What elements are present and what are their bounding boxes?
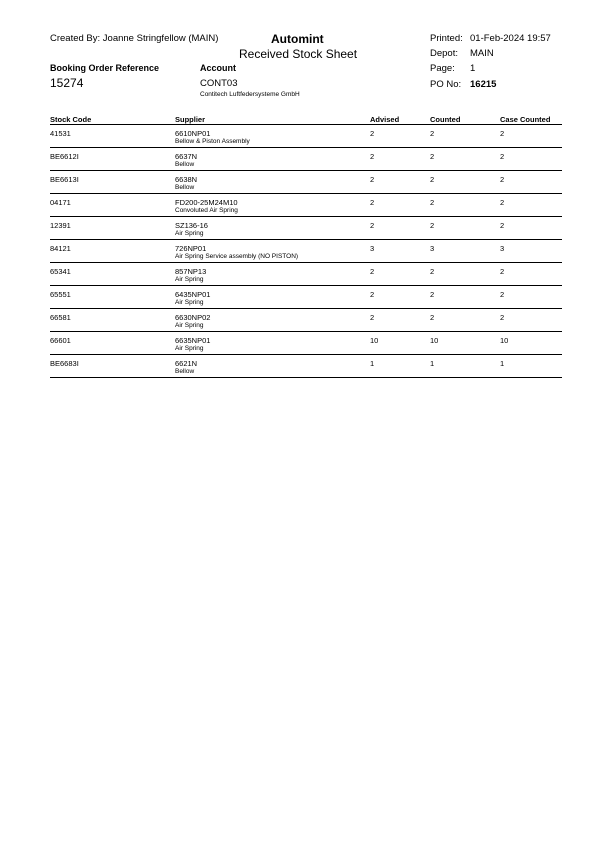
- supplier-code-cell: FD200-25M24M10: [175, 198, 238, 207]
- case-counted-cell: 2: [500, 221, 505, 230]
- advised-cell: 2: [370, 175, 375, 184]
- supplier-code-cell: 6638N: [175, 175, 198, 184]
- created-by: Created By: Joanne Stringfellow (MAIN): [50, 33, 219, 44]
- col-case-counted: Case Counted: [500, 115, 551, 124]
- depot-label: Depot:: [430, 48, 458, 59]
- counted-cell: 3: [430, 244, 435, 253]
- sheet-title: Received Stock Sheet: [239, 47, 358, 61]
- table-row: [50, 263, 562, 286]
- supplier-code-cell: 726NP01: [175, 244, 207, 253]
- company-name: Automint: [271, 32, 324, 46]
- booking-ref-label: Booking Order Reference: [50, 63, 160, 73]
- table-row: [50, 332, 562, 355]
- case-counted-cell: 3: [500, 244, 505, 253]
- description-cell: Air Spring: [175, 230, 204, 237]
- stock-code-cell: 12391: [50, 221, 71, 230]
- col-counted: Counted: [430, 115, 461, 124]
- table-row: [50, 240, 562, 263]
- col-supplier: Supplier: [175, 115, 206, 124]
- printed-value: 01-Feb-2024 19:57: [470, 33, 551, 44]
- col-advised: Advised: [370, 115, 400, 124]
- description-cell: Air Spring: [175, 322, 204, 329]
- advised-cell: 2: [370, 267, 375, 276]
- case-counted-cell: 2: [500, 152, 505, 161]
- case-counted-cell: 2: [500, 198, 505, 207]
- case-counted-cell: 2: [500, 290, 505, 299]
- supplier-code-cell: SZ136-16: [175, 221, 208, 230]
- case-counted-cell: 1: [500, 359, 505, 368]
- description-cell: Bellow: [175, 368, 195, 375]
- description-cell: Air Spring: [175, 276, 204, 283]
- supplier-code-cell: 6630NP02: [175, 313, 211, 322]
- description-cell: Bellow & Piston Assembly: [175, 138, 250, 145]
- table-row: [50, 355, 562, 378]
- stock-code-cell: 66601: [50, 336, 71, 345]
- counted-cell: 10: [430, 336, 439, 345]
- stock-code-cell: 04171: [50, 198, 71, 207]
- advised-cell: 2: [370, 313, 375, 322]
- description-cell: Air Spring: [175, 345, 204, 352]
- advised-cell: 3: [370, 244, 375, 253]
- counted-cell: 2: [430, 313, 435, 322]
- counted-cell: 2: [430, 267, 435, 276]
- supplier-code-cell: 6635NP01: [175, 336, 211, 345]
- stock-code-cell: 41531: [50, 129, 71, 138]
- description-cell: Bellow: [175, 184, 195, 191]
- supplier-code-cell: 857NP13: [175, 267, 207, 276]
- printed-label: Printed:: [430, 33, 463, 44]
- counted-cell: 2: [430, 175, 435, 184]
- booking-ref-value: 15274: [50, 76, 84, 90]
- description-cell: Air Spring: [175, 299, 204, 306]
- case-counted-cell: 2: [500, 267, 505, 276]
- counted-cell: 2: [430, 198, 435, 207]
- table-row: [50, 194, 562, 217]
- counted-cell: 2: [430, 221, 435, 230]
- case-counted-cell: 2: [500, 175, 505, 184]
- advised-cell: 2: [370, 152, 375, 161]
- advised-cell: 1: [370, 359, 375, 368]
- table-header: [50, 115, 562, 125]
- page-label: Page:: [430, 63, 455, 74]
- supplier-code-cell: 6621N: [175, 359, 198, 368]
- counted-cell: 2: [430, 290, 435, 299]
- advised-cell: 2: [370, 290, 375, 299]
- advised-cell: 2: [370, 129, 375, 138]
- supplier-code-cell: 6637N: [175, 152, 198, 161]
- description-cell: Bellow: [175, 161, 195, 168]
- col-stock-code: Stock Code: [50, 115, 92, 124]
- counted-cell: 2: [430, 129, 435, 138]
- supplier-code-cell: 6435NP01: [175, 290, 211, 299]
- table-row: [50, 148, 562, 171]
- stock-code-cell: 84121: [50, 244, 71, 253]
- po-value: 16215: [470, 79, 497, 90]
- stock-table-body: [50, 125, 562, 378]
- counted-cell: 2: [430, 152, 435, 161]
- depot-value: MAIN: [470, 48, 494, 59]
- counted-cell: 1: [430, 359, 435, 368]
- table-row: [50, 217, 562, 240]
- advised-cell: 2: [370, 198, 375, 207]
- table-row: [50, 125, 562, 148]
- po-label: PO No:: [430, 79, 462, 90]
- case-counted-cell: 10: [500, 336, 509, 345]
- table-row: [50, 309, 562, 332]
- case-counted-cell: 2: [500, 129, 505, 138]
- stock-code-cell: 66581: [50, 313, 71, 322]
- account-name: Contitech Luftfedersysteme GmbH: [200, 91, 300, 98]
- supplier-code-cell: 6610NP01: [175, 129, 211, 138]
- table-row: [50, 286, 562, 309]
- account-code: CONT03: [200, 78, 238, 89]
- page-value: 1: [470, 63, 476, 74]
- description-cell: Air Spring Service assembly (NO PISTON): [175, 253, 299, 260]
- stock-code-cell: BE6683I: [50, 359, 79, 368]
- advised-cell: 10: [370, 336, 379, 345]
- stock-code-cell: 65551: [50, 290, 71, 299]
- advised-cell: 2: [370, 221, 375, 230]
- description-cell: Convoluted Air Spring: [175, 207, 238, 214]
- stock-code-cell: BE6612I: [50, 152, 79, 161]
- stock-code-cell: 65341: [50, 267, 71, 276]
- case-counted-cell: 2: [500, 313, 505, 322]
- account-label: Account: [200, 63, 236, 73]
- stock-code-cell: BE6613I: [50, 175, 79, 184]
- table-row: [50, 171, 562, 194]
